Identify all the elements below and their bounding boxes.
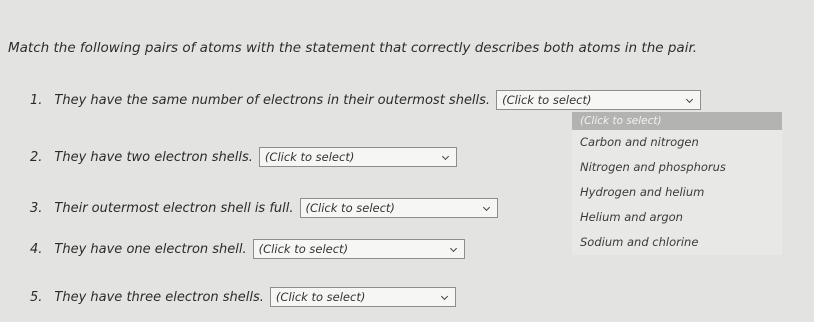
dropdown-option-nitrogen-phosphorus[interactable]: Nitrogen and phosphorus <box>580 160 726 174</box>
question-1-number: 1. <box>30 92 43 108</box>
question-1-select[interactable] <box>496 90 701 110</box>
chevron-down-icon <box>443 154 450 161</box>
dropdown-option-placeholder[interactable]: (Click to select) <box>572 112 782 130</box>
question-4-select-value: (Click to select) <box>258 242 349 256</box>
chevron-down-icon <box>451 246 458 253</box>
chevron-down-icon <box>442 294 449 301</box>
question-4-select[interactable] <box>253 239 465 259</box>
question-2-number: 2. <box>30 149 43 165</box>
select-dropdown-list <box>572 112 782 255</box>
question-5-select-value: (Click to select) <box>275 290 366 304</box>
question-1-text: They have the same number of electrons in their outermost shells. <box>54 92 491 108</box>
question-4 <box>30 239 465 259</box>
dropdown-option-hydrogen-helium[interactable]: Hydrogen and helium <box>580 185 705 199</box>
dropdown-option-helium-argon[interactable]: Helium and argon <box>580 210 683 224</box>
chevron-down-icon <box>484 205 491 212</box>
instruction-text: Match the following pairs of atoms with the statement that correctly describes both atoms in the pair. <box>8 40 698 56</box>
question-5-number: 5. <box>30 289 43 305</box>
question-3-select-value: (Click to select) <box>305 201 395 215</box>
question-3-text: Their outermost electron shell is full. <box>54 200 294 216</box>
dropdown-option-sodium-chlorine[interactable]: Sodium and chlorine <box>580 235 699 249</box>
question-5 <box>30 287 456 307</box>
question-3-number: 3. <box>30 200 43 216</box>
question-2-select[interactable] <box>259 147 457 167</box>
question-5-select[interactable] <box>270 287 456 307</box>
question-4-number: 4. <box>30 241 43 257</box>
chevron-down-icon <box>687 97 694 104</box>
question-3-select[interactable] <box>300 198 498 218</box>
question-5-text: They have three electron shells. <box>54 289 264 305</box>
question-2-text: They have two electron shells. <box>54 149 253 165</box>
question-2-select-value: (Click to select) <box>264 150 355 164</box>
question-2 <box>30 147 457 167</box>
question-1-select-value: (Click to select) <box>502 93 592 107</box>
question-3 <box>30 198 498 218</box>
question-4-text: They have one electron shell. <box>54 241 247 257</box>
dropdown-option-carbon-nitrogen[interactable]: Carbon and nitrogen <box>580 135 699 149</box>
question-1 <box>30 90 701 110</box>
